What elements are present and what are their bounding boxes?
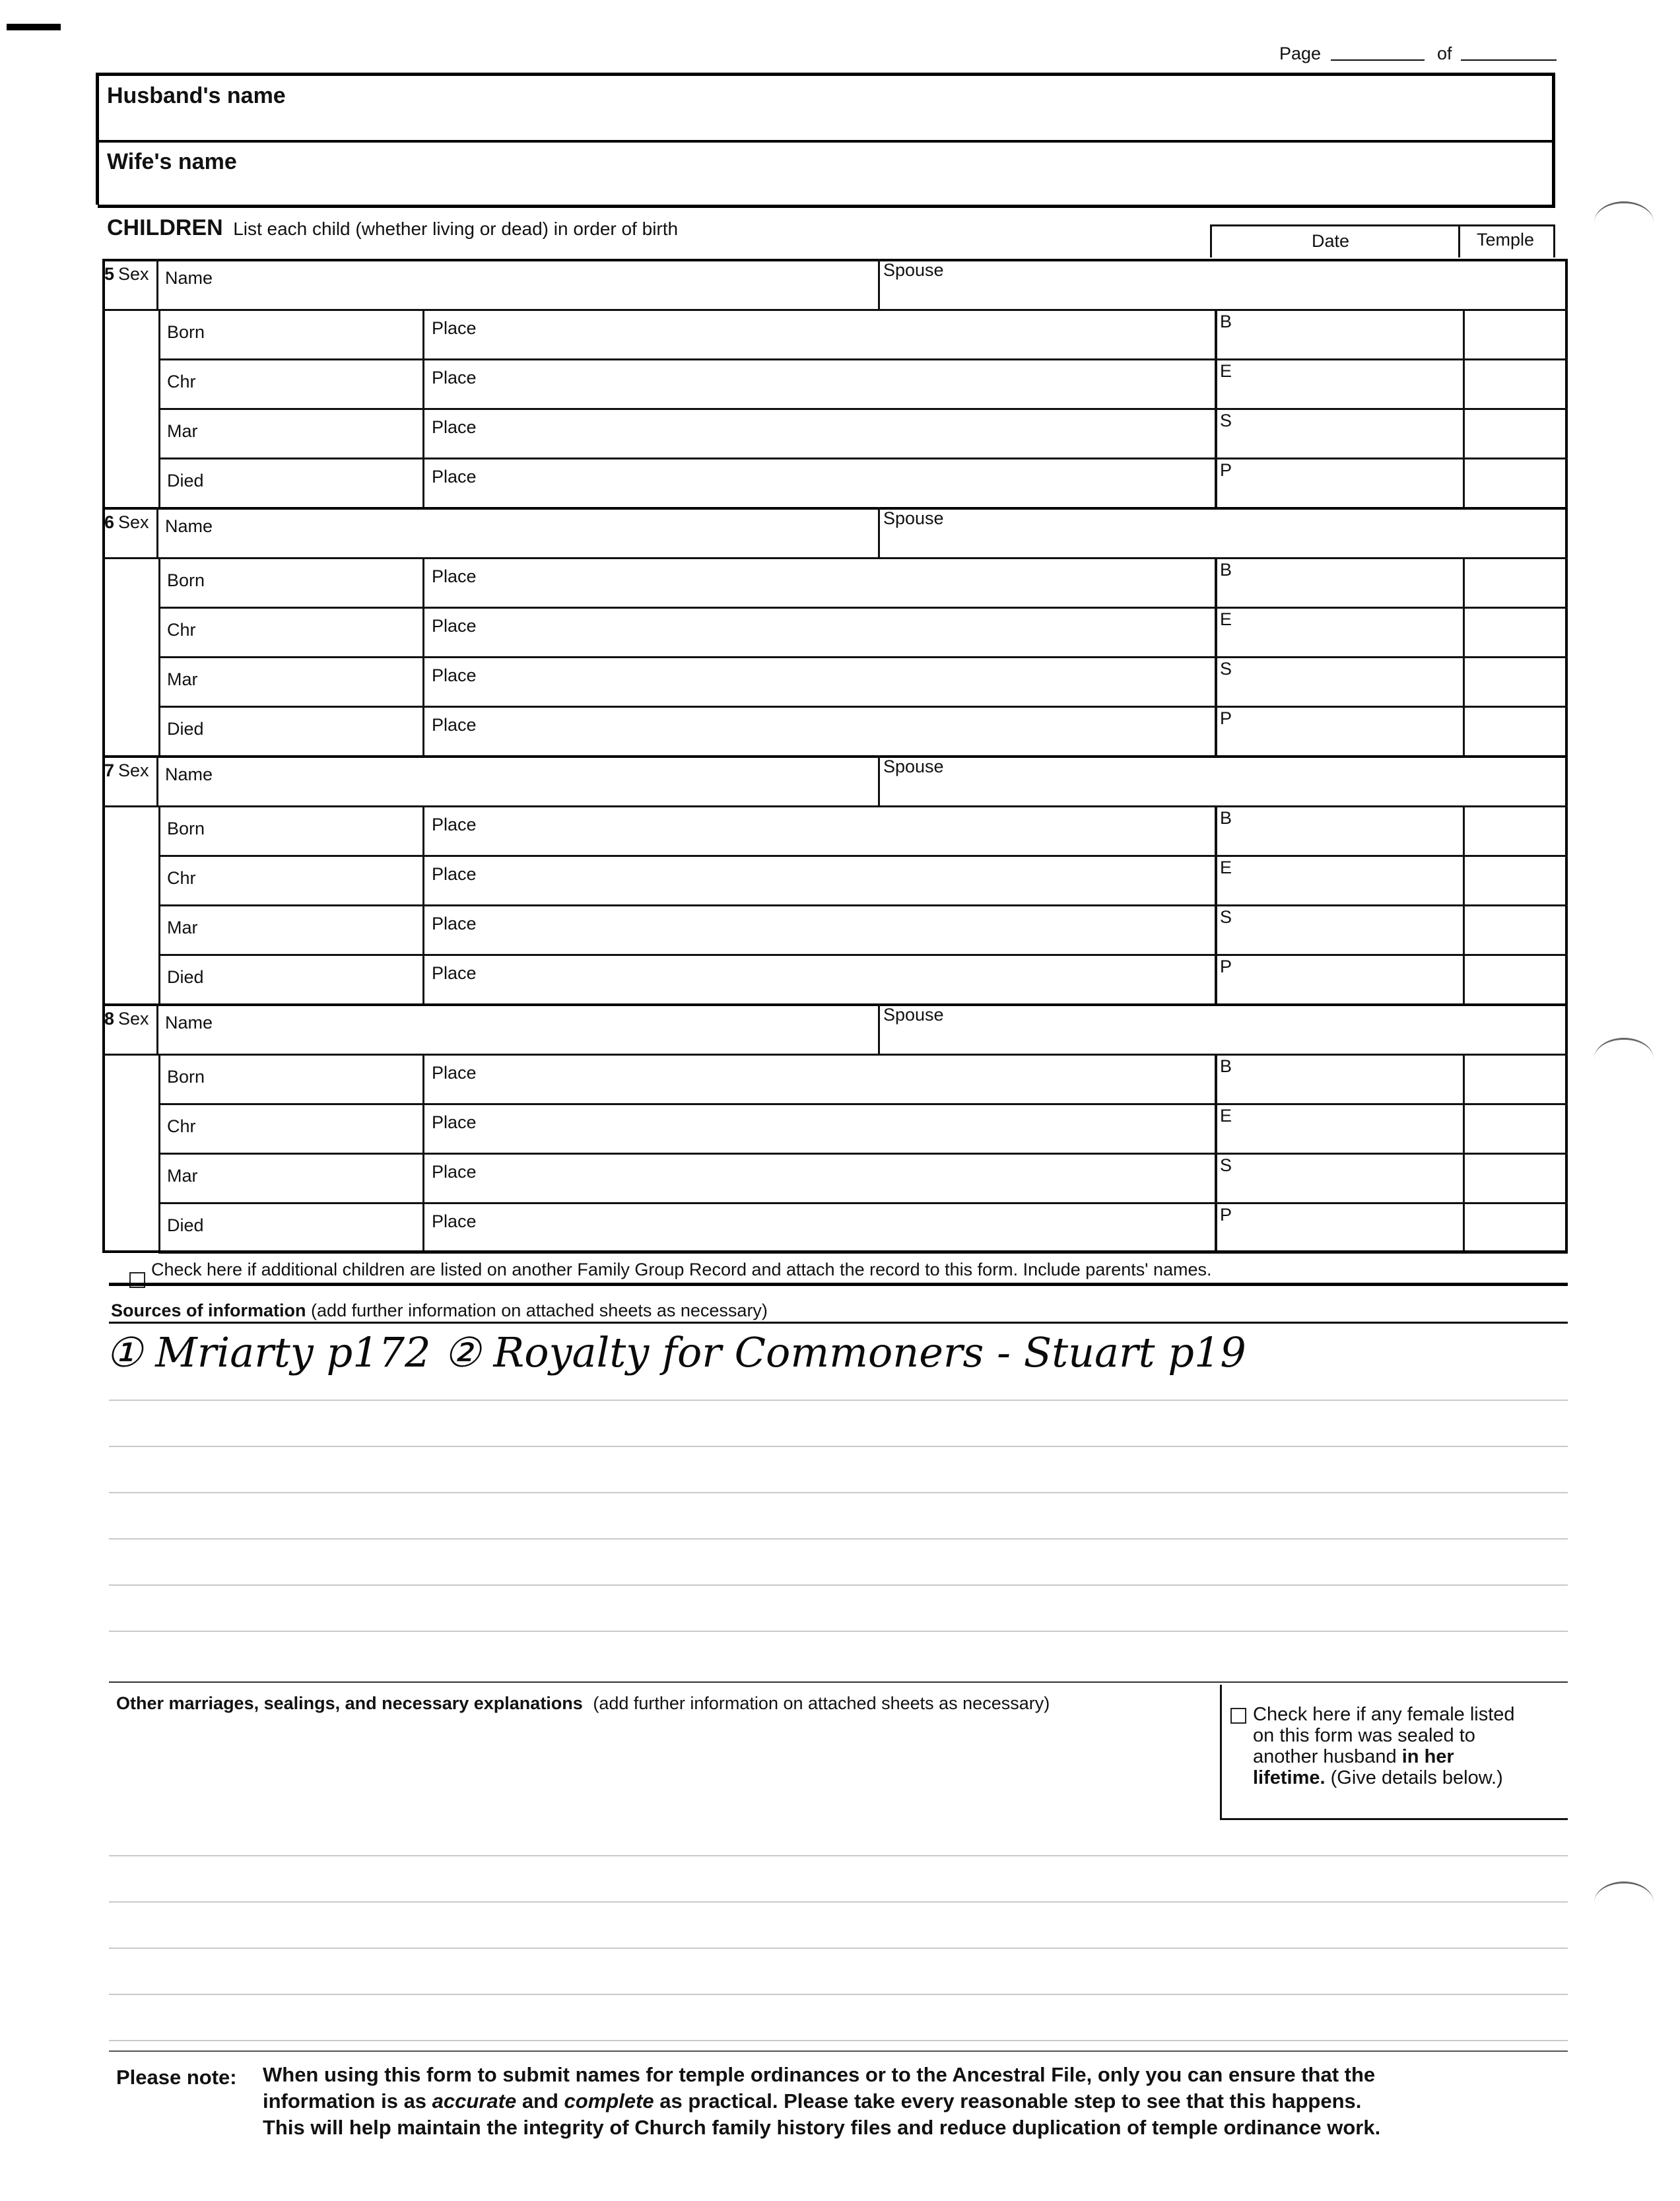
ordinance-temple-field[interactable] <box>1467 609 1562 654</box>
child-name-field[interactable] <box>228 1006 871 1051</box>
page-total-field[interactable] <box>1461 59 1557 61</box>
ordinance-temple-field[interactable] <box>1467 708 1562 753</box>
event-row-bottom <box>158 706 1568 708</box>
ordinance-letter: S <box>1220 659 1232 679</box>
child-sex-field[interactable] <box>142 510 155 555</box>
husband-name-field[interactable] <box>330 79 1545 137</box>
child-number: 5 <box>104 264 115 284</box>
date-column-line <box>1215 1202 1217 1252</box>
ordinance-letter: B <box>1220 560 1232 580</box>
page-label: Page <box>1279 44 1322 63</box>
wife-name-label: Wife's name <box>107 149 237 174</box>
ordinance-date-field[interactable] <box>1237 460 1459 504</box>
ordinance-letter: E <box>1220 361 1232 381</box>
child-name-field[interactable] <box>228 758 871 803</box>
children-table-bottom <box>102 1250 1568 1253</box>
sources-hint: (add further information on attached sheets as necessary) <box>311 1301 768 1320</box>
date-column-line <box>1215 1103 1217 1153</box>
event-place-field[interactable] <box>495 708 1208 753</box>
husband-name-label: Husband's name <box>107 83 286 108</box>
header-divider <box>1458 224 1460 257</box>
event-date-field[interactable] <box>224 957 416 1001</box>
event-place-field[interactable] <box>495 411 1208 455</box>
punch-hole-mark <box>1594 1038 1654 1079</box>
ordinance-date-field[interactable] <box>1237 361 1459 405</box>
sealed-check-line1: Check here if any female listed <box>1253 1704 1515 1725</box>
event-label: Died <box>167 471 204 491</box>
sex-divider <box>156 259 158 309</box>
place-label: Place <box>432 963 477 983</box>
event-row-bottom <box>158 904 1568 906</box>
name-row-bottom <box>102 805 1568 807</box>
place-label: Place <box>432 1162 477 1182</box>
footer-line2-em1: accurate <box>432 2089 517 2113</box>
please-note-label: Please note: <box>116 2066 237 2089</box>
page-number-field[interactable] <box>1331 59 1425 61</box>
child-number: 7 <box>104 761 115 780</box>
place-column-line <box>422 457 424 507</box>
ordinance-temple-field[interactable] <box>1467 1106 1562 1150</box>
faint-rule <box>109 1584 1568 1586</box>
temple-column-line <box>1463 954 1465 1003</box>
footer-line2-em2: complete <box>564 2089 654 2113</box>
event-date-field[interactable] <box>224 460 416 504</box>
event-date-field[interactable] <box>224 609 416 654</box>
faint-rule <box>109 1631 1568 1632</box>
event-row-bottom <box>158 1103 1568 1105</box>
event-label: Mar <box>167 421 198 441</box>
event-date-field[interactable] <box>224 1155 416 1200</box>
temple-column-header: Temple <box>1477 230 1535 250</box>
place-column-line <box>422 1054 424 1103</box>
additional-children-text: Check here if additional children are listed on another Family Group Record and attach the record to this form. Include parents' names. <box>151 1260 1212 1279</box>
other-marriages-rule <box>109 1681 1568 1683</box>
ordinance-date-field[interactable] <box>1237 1155 1459 1200</box>
ordinance-letter: S <box>1220 907 1232 927</box>
place-column-line <box>422 1103 424 1153</box>
sources-heading <box>111 1301 768 1320</box>
place-column-line <box>422 557 424 607</box>
date-column-line <box>1215 1153 1217 1202</box>
temple-column-line <box>1463 557 1465 607</box>
spouse-label: Spouse <box>883 508 944 528</box>
temple-column-line <box>1463 706 1465 755</box>
faint-rule <box>109 1994 1568 1995</box>
spouse-name-field[interactable] <box>883 778 1560 803</box>
event-date-field[interactable] <box>224 1106 416 1150</box>
ordinance-temple-field[interactable] <box>1467 411 1562 455</box>
parents-divider <box>98 140 1553 143</box>
event-date-field[interactable] <box>224 659 416 703</box>
ordinance-letter: B <box>1220 808 1232 828</box>
ordinance-temple-field[interactable] <box>1467 659 1562 703</box>
event-row-bottom <box>158 656 1568 658</box>
spouse-name-field[interactable] <box>883 1026 1560 1051</box>
other-marriages-heading <box>116 1693 1050 1713</box>
ordinance-date-field[interactable] <box>1237 609 1459 654</box>
spouse-divider <box>878 259 880 309</box>
event-place-field[interactable] <box>495 609 1208 654</box>
event-label: Mar <box>167 669 198 689</box>
date-column-line <box>1215 309 1217 358</box>
sex-divider <box>156 1003 158 1054</box>
sealed-check-line4-post: (Give details below.) <box>1325 1767 1503 1788</box>
spouse-label: Spouse <box>883 1005 944 1025</box>
ordinance-temple-field[interactable] <box>1467 560 1562 604</box>
ordinance-temple-field[interactable] <box>1467 312 1562 356</box>
footer-rule <box>109 2050 1568 2052</box>
sources-top-line <box>109 1283 1568 1286</box>
ordinance-date-field[interactable] <box>1237 1056 1459 1100</box>
temple-column-line <box>1463 1153 1465 1202</box>
sex-label: Sex <box>118 1009 149 1029</box>
children-title: CHILDREN <box>107 215 223 240</box>
place-label: Place <box>432 665 477 685</box>
date-column-line <box>1215 408 1217 457</box>
child-sex-field[interactable] <box>142 1006 155 1051</box>
children-subtitle: List each child (whether living or dead) in order of birth <box>233 219 679 239</box>
place-column-line <box>422 954 424 1003</box>
sex-label: Sex <box>118 761 149 780</box>
name-label: Name <box>165 268 213 288</box>
ordinance-date-field[interactable] <box>1237 1205 1459 1249</box>
event-place-field[interactable] <box>495 957 1208 1001</box>
name-label: Name <box>165 516 213 536</box>
event-place-field[interactable] <box>495 1106 1208 1150</box>
place-label: Place <box>432 467 477 487</box>
ordinance-date-field[interactable] <box>1237 560 1459 604</box>
faint-rule <box>109 2040 1568 2041</box>
sealed-check-line3-bold: in her <box>1401 1746 1454 1767</box>
temple-column-line <box>1463 1054 1465 1103</box>
event-place-field[interactable] <box>495 1155 1208 1200</box>
place-column-line <box>422 656 424 706</box>
date-column-line <box>1215 358 1217 408</box>
ordinance-temple-field[interactable] <box>1467 808 1562 852</box>
temple-column-line <box>1463 656 1465 706</box>
faint-rule <box>109 1855 1568 1856</box>
spouse-name-field[interactable] <box>883 529 1560 555</box>
temple-column-line <box>1463 1103 1465 1153</box>
name-row-bottom <box>102 309 1568 311</box>
event-place-field[interactable] <box>495 460 1208 504</box>
event-place-field[interactable] <box>495 312 1208 356</box>
event-label: Died <box>167 1215 204 1235</box>
event-row-bottom <box>158 358 1568 360</box>
child-sex-field[interactable] <box>142 758 155 803</box>
temple-column-line <box>1463 607 1465 656</box>
event-label: Died <box>167 967 204 987</box>
event-date-field[interactable] <box>224 907 416 951</box>
event-date-field[interactable] <box>224 1205 416 1249</box>
event-date-field[interactable] <box>224 361 416 405</box>
spouse-divider <box>878 507 880 557</box>
ordinance-letter: E <box>1220 1106 1232 1126</box>
temple-column-line <box>1463 358 1465 408</box>
spouse-divider <box>878 755 880 805</box>
place-label: Place <box>432 1063 477 1083</box>
ordinance-letter: E <box>1220 858 1232 877</box>
footer-line2-pre: information is as <box>263 2089 432 2113</box>
ordinance-temple-field[interactable] <box>1467 460 1562 504</box>
date-column-line <box>1215 706 1217 755</box>
place-column-line <box>422 1202 424 1252</box>
event-row-bottom <box>158 457 1568 459</box>
event-label: Chr <box>167 620 196 640</box>
event-label: Born <box>167 1067 205 1087</box>
place-column-line <box>422 309 424 358</box>
event-date-field[interactable] <box>224 312 416 356</box>
faint-rule <box>109 1901 1568 1903</box>
punch-hole-mark <box>1594 1881 1654 1923</box>
sources-rule <box>109 1322 1568 1324</box>
sealed-check-line3-pre: another husband <box>1253 1746 1402 1767</box>
of-label: of <box>1437 44 1452 63</box>
event-label: Born <box>167 322 205 342</box>
child-number: 6 <box>104 512 115 532</box>
event-place-field[interactable] <box>495 858 1208 902</box>
ordinance-letter: P <box>1220 460 1232 480</box>
ordinance-date-field[interactable] <box>1237 411 1459 455</box>
ordinance-letter: B <box>1220 1056 1232 1076</box>
sex-divider <box>156 755 158 805</box>
ordinance-date-field[interactable] <box>1237 708 1459 753</box>
event-label: Chr <box>167 372 196 391</box>
child-name-field[interactable] <box>228 510 871 555</box>
date-column-header: Date <box>1312 231 1350 251</box>
ordinance-letter: P <box>1220 708 1232 728</box>
place-label: Place <box>432 815 477 834</box>
faint-rule <box>109 1400 1568 1401</box>
temple-column-line <box>1463 1202 1465 1252</box>
event-label: Born <box>167 819 205 838</box>
ordinance-temple-field[interactable] <box>1467 1056 1562 1100</box>
children-top-line <box>98 205 1555 208</box>
ordinance-letter: S <box>1220 1155 1232 1175</box>
spouse-name-field[interactable] <box>883 281 1560 306</box>
sealed-checkbox[interactable] <box>1230 1708 1246 1724</box>
footer-line-2 <box>263 2089 1361 2114</box>
event-date-field[interactable] <box>224 411 416 455</box>
ordinance-letter: B <box>1220 312 1232 331</box>
place-column-line <box>422 805 424 855</box>
ordinance-date-field[interactable] <box>1237 907 1459 951</box>
event-date-field[interactable] <box>224 858 416 902</box>
date-column-line <box>1215 457 1217 507</box>
temple-column-line <box>1463 457 1465 507</box>
event-label: Chr <box>167 1116 196 1136</box>
punch-hole-mark <box>1594 201 1654 243</box>
place-label: Place <box>432 566 477 586</box>
event-date-field[interactable] <box>224 708 416 753</box>
ordinance-letter: P <box>1220 1205 1232 1225</box>
event-place-field[interactable] <box>495 361 1208 405</box>
ordinance-temple-field[interactable] <box>1467 1205 1562 1249</box>
ordinance-date-field[interactable] <box>1237 312 1459 356</box>
place-column-line <box>422 904 424 954</box>
place-label: Place <box>432 1112 477 1132</box>
event-row-bottom <box>158 1202 1568 1204</box>
sealed-check-line4 <box>1253 1768 1503 1788</box>
ordinance-letter: E <box>1220 609 1232 629</box>
other-marriages-hint: (add further information on attached sheets as necessary) <box>593 1693 1050 1713</box>
name-row-bottom <box>102 1054 1568 1056</box>
date-column-line <box>1215 656 1217 706</box>
ordinance-date-field[interactable] <box>1237 808 1459 852</box>
ordinance-temple-field[interactable] <box>1467 361 1562 405</box>
ordinance-date-field[interactable] <box>1237 858 1459 902</box>
temple-column-line <box>1463 904 1465 954</box>
event-label: Mar <box>167 918 198 937</box>
place-label: Place <box>432 1211 477 1231</box>
wife-name-field[interactable] <box>297 145 1545 203</box>
child-name-field[interactable] <box>228 261 871 306</box>
event-row-bottom <box>158 1153 1568 1155</box>
child-number: 8 <box>104 1009 115 1029</box>
ordinance-temple-field[interactable] <box>1467 858 1562 902</box>
ordinance-letter: P <box>1220 957 1232 976</box>
date-column-line <box>1215 855 1217 904</box>
ordinance-letter: S <box>1220 411 1232 430</box>
sources-handwritten-entry[interactable]: ① Mriarty p172 ② Royalty for Commoners - Stuart p19 <box>106 1328 1246 1376</box>
event-place-field[interactable] <box>495 1056 1208 1100</box>
footer-line2-post: as practical. Please take every reasonable step to see that this happens. <box>654 2089 1362 2113</box>
footer-line-3: This will help maintain the integrity of Church family history files and reduce duplication of temple ordinance work. <box>263 2116 1381 2139</box>
place-column-line <box>422 607 424 656</box>
sealed-check-line4-bold: lifetime. <box>1253 1767 1326 1788</box>
place-label: Place <box>432 417 477 437</box>
other-marriages-label: Other marriages, sealings, and necessary explanations <box>116 1693 583 1713</box>
sex-divider <box>156 507 158 557</box>
ordinance-date-field[interactable] <box>1237 659 1459 703</box>
name-row-bottom <box>102 557 1568 559</box>
event-place-field[interactable] <box>495 659 1208 703</box>
ordinance-date-field[interactable] <box>1237 1106 1459 1150</box>
event-row-bottom <box>158 408 1568 410</box>
event-place-field[interactable] <box>495 1205 1208 1249</box>
place-column-line <box>422 408 424 457</box>
spouse-divider <box>878 1003 880 1054</box>
place-label: Place <box>432 368 477 388</box>
event-date-field[interactable] <box>224 808 416 852</box>
event-label: Died <box>167 719 204 739</box>
event-place-field[interactable] <box>495 808 1208 852</box>
event-row-bottom <box>158 954 1568 956</box>
date-column-line <box>1215 805 1217 855</box>
event-place-field[interactable] <box>495 560 1208 604</box>
place-label: Place <box>432 864 477 884</box>
ordinance-temple-field[interactable] <box>1467 907 1562 951</box>
spouse-label: Spouse <box>883 757 944 776</box>
footer-line2-mid: and <box>516 2089 564 2113</box>
event-label: Born <box>167 570 205 590</box>
sources-label: Sources of information <box>111 1301 306 1320</box>
event-place-field[interactable] <box>495 907 1208 951</box>
date-column-line <box>1215 557 1217 607</box>
name-label: Name <box>165 1013 213 1033</box>
sealed-check-line3 <box>1253 1747 1454 1767</box>
date-column-line <box>1215 607 1217 656</box>
scan-mark <box>7 24 61 30</box>
temple-column-line <box>1463 805 1465 855</box>
sealed-check-line2: on this form was sealed to <box>1253 1725 1475 1746</box>
event-label: Chr <box>167 868 196 888</box>
sex-label: Sex <box>118 512 149 532</box>
sex-label: Sex <box>118 264 149 284</box>
child-sex-field[interactable] <box>142 261 155 306</box>
event-row-bottom <box>158 607 1568 609</box>
faint-rule <box>109 1947 1568 1949</box>
event-row-bottom <box>158 855 1568 857</box>
spouse-label: Spouse <box>883 260 944 280</box>
place-column-line <box>422 855 424 904</box>
date-column-line <box>1215 1054 1217 1103</box>
temple-column-line <box>1463 309 1465 358</box>
temple-column-line <box>1463 855 1465 904</box>
children-heading <box>107 215 679 240</box>
ordinance-temple-field[interactable] <box>1467 1155 1562 1200</box>
place-label: Place <box>432 318 477 338</box>
ordinance-date-field[interactable] <box>1237 957 1459 1001</box>
date-column-line <box>1215 904 1217 954</box>
place-label: Place <box>432 914 477 933</box>
faint-rule <box>109 1446 1568 1447</box>
faint-rule <box>109 1492 1568 1493</box>
faint-rule <box>109 1538 1568 1540</box>
date-column-line <box>1215 954 1217 1003</box>
place-column-line <box>422 706 424 755</box>
temple-column-line <box>1463 408 1465 457</box>
footer-line-1: When using this form to submit names for temple ordinances or to the Ancestral File, only you can ensure that the <box>263 2063 1376 2086</box>
place-label: Place <box>432 715 477 735</box>
name-label: Name <box>165 764 213 784</box>
event-label: Mar <box>167 1166 198 1186</box>
event-date-field[interactable] <box>224 1056 416 1100</box>
ordinance-temple-field[interactable] <box>1467 957 1562 1001</box>
place-column-line <box>422 1153 424 1202</box>
place-column-line <box>422 358 424 408</box>
event-date-field[interactable] <box>224 560 416 604</box>
place-label: Place <box>432 616 477 636</box>
